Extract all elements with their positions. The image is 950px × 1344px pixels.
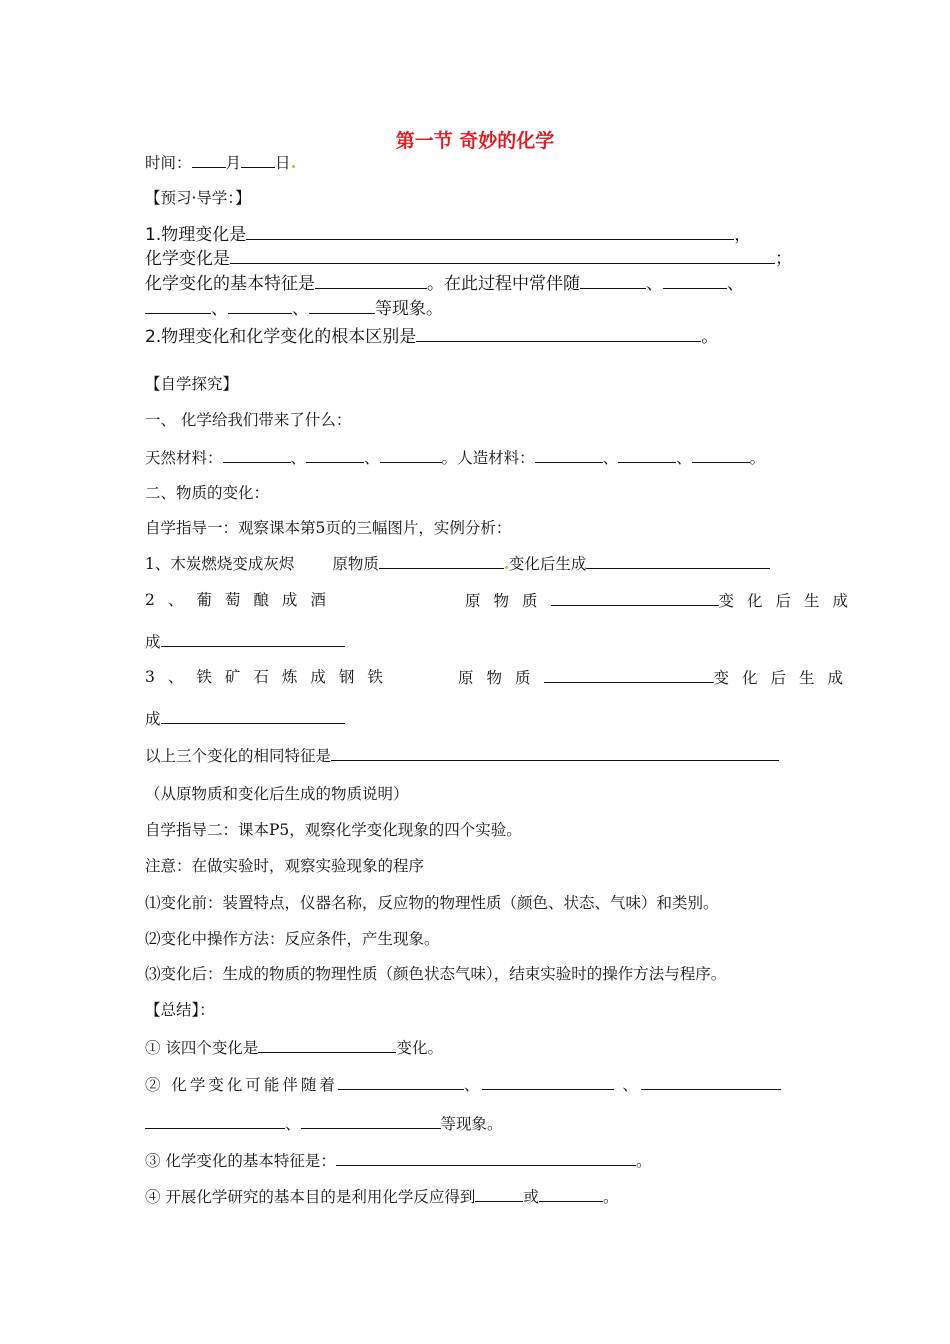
date-line: 时间： 月 日 <box>145 152 296 173</box>
preview-q1b: 化学变化是 ； <box>145 249 792 269</box>
example-2-fill: 原物质 变化后生成 <box>465 592 862 610</box>
summary-2: ② 化学变化可能伴随着 、 、 <box>145 1074 781 1095</box>
summary-heading: 【总结】： <box>145 1001 215 1019</box>
procedure-3: ⑶变化后：生成的物质的物理性质（颜色状态气味），结束实验时的操作方法与程序。 <box>145 965 727 983</box>
common-feature: 以上三个变化的相同特征是 <box>145 745 779 766</box>
example-3-fill: 原物质 变化后生成 <box>458 669 857 687</box>
note: （从原物质和变化后生成的物质说明） <box>145 785 409 803</box>
procedure-2: ⑵变化中操作方法：反应条件，产生现象。 <box>145 930 440 948</box>
preview-q2: 2.物理变化和化学变化的根本区别是 。 <box>145 327 719 347</box>
attention: 注意：在做实验时，观察实验现象的程序 <box>145 857 425 875</box>
example-3-result: 成 <box>145 708 345 729</box>
example-2: 2、葡萄酿成酒 <box>145 591 339 609</box>
example-1: 1、木炭燃烧变成灰烬 原物质 变化后生成 <box>145 553 770 574</box>
example-3: 3、铁矿石炼成钢铁 <box>145 668 396 686</box>
summary-3: ③ 化学变化的基本特征是： 。 <box>145 1152 652 1170</box>
preview-q1a: 1.物理变化是 ， <box>145 225 752 245</box>
guide-two: 自学指导二：课本P5，观察化学变化现象的四个实验。 <box>145 821 522 839</box>
summary-2-cont: 、 等现象。 <box>145 1113 503 1134</box>
preview-heading: 【预习·导学：】 <box>145 189 251 207</box>
example-2-result: 成 <box>145 631 345 652</box>
summary-4: ④ 开展化学研究的基本目的是利用化学反应得到 或 。 <box>145 1188 619 1206</box>
section-two: 二、物质的变化： <box>145 484 270 502</box>
section-one: 一、 化学给我们带来了什么： <box>145 411 352 429</box>
explore-heading: 【自学探究】 <box>145 375 239 393</box>
materials-line: 天然材料： 、 、 。人造材料： 、 、 。 <box>145 449 766 467</box>
preview-q1c: 化学变化的基本特征是 。在此过程中常伴随 、 、 <box>145 274 744 294</box>
summary-1: ① 该四个变化是 变化。 <box>145 1039 443 1057</box>
page-title: 第一节 奇妙的化学 <box>395 130 555 152</box>
preview-q1e: 、 、 等现象。 <box>145 298 443 319</box>
guide-one: 自学指导一：观察课本第5页的三幅图片，实例分析： <box>145 519 512 537</box>
procedure-1: ⑴变化前：装置特点，仪器名称，反应物的物理性质（颜色、状态、气味）和类别。 <box>145 894 719 912</box>
